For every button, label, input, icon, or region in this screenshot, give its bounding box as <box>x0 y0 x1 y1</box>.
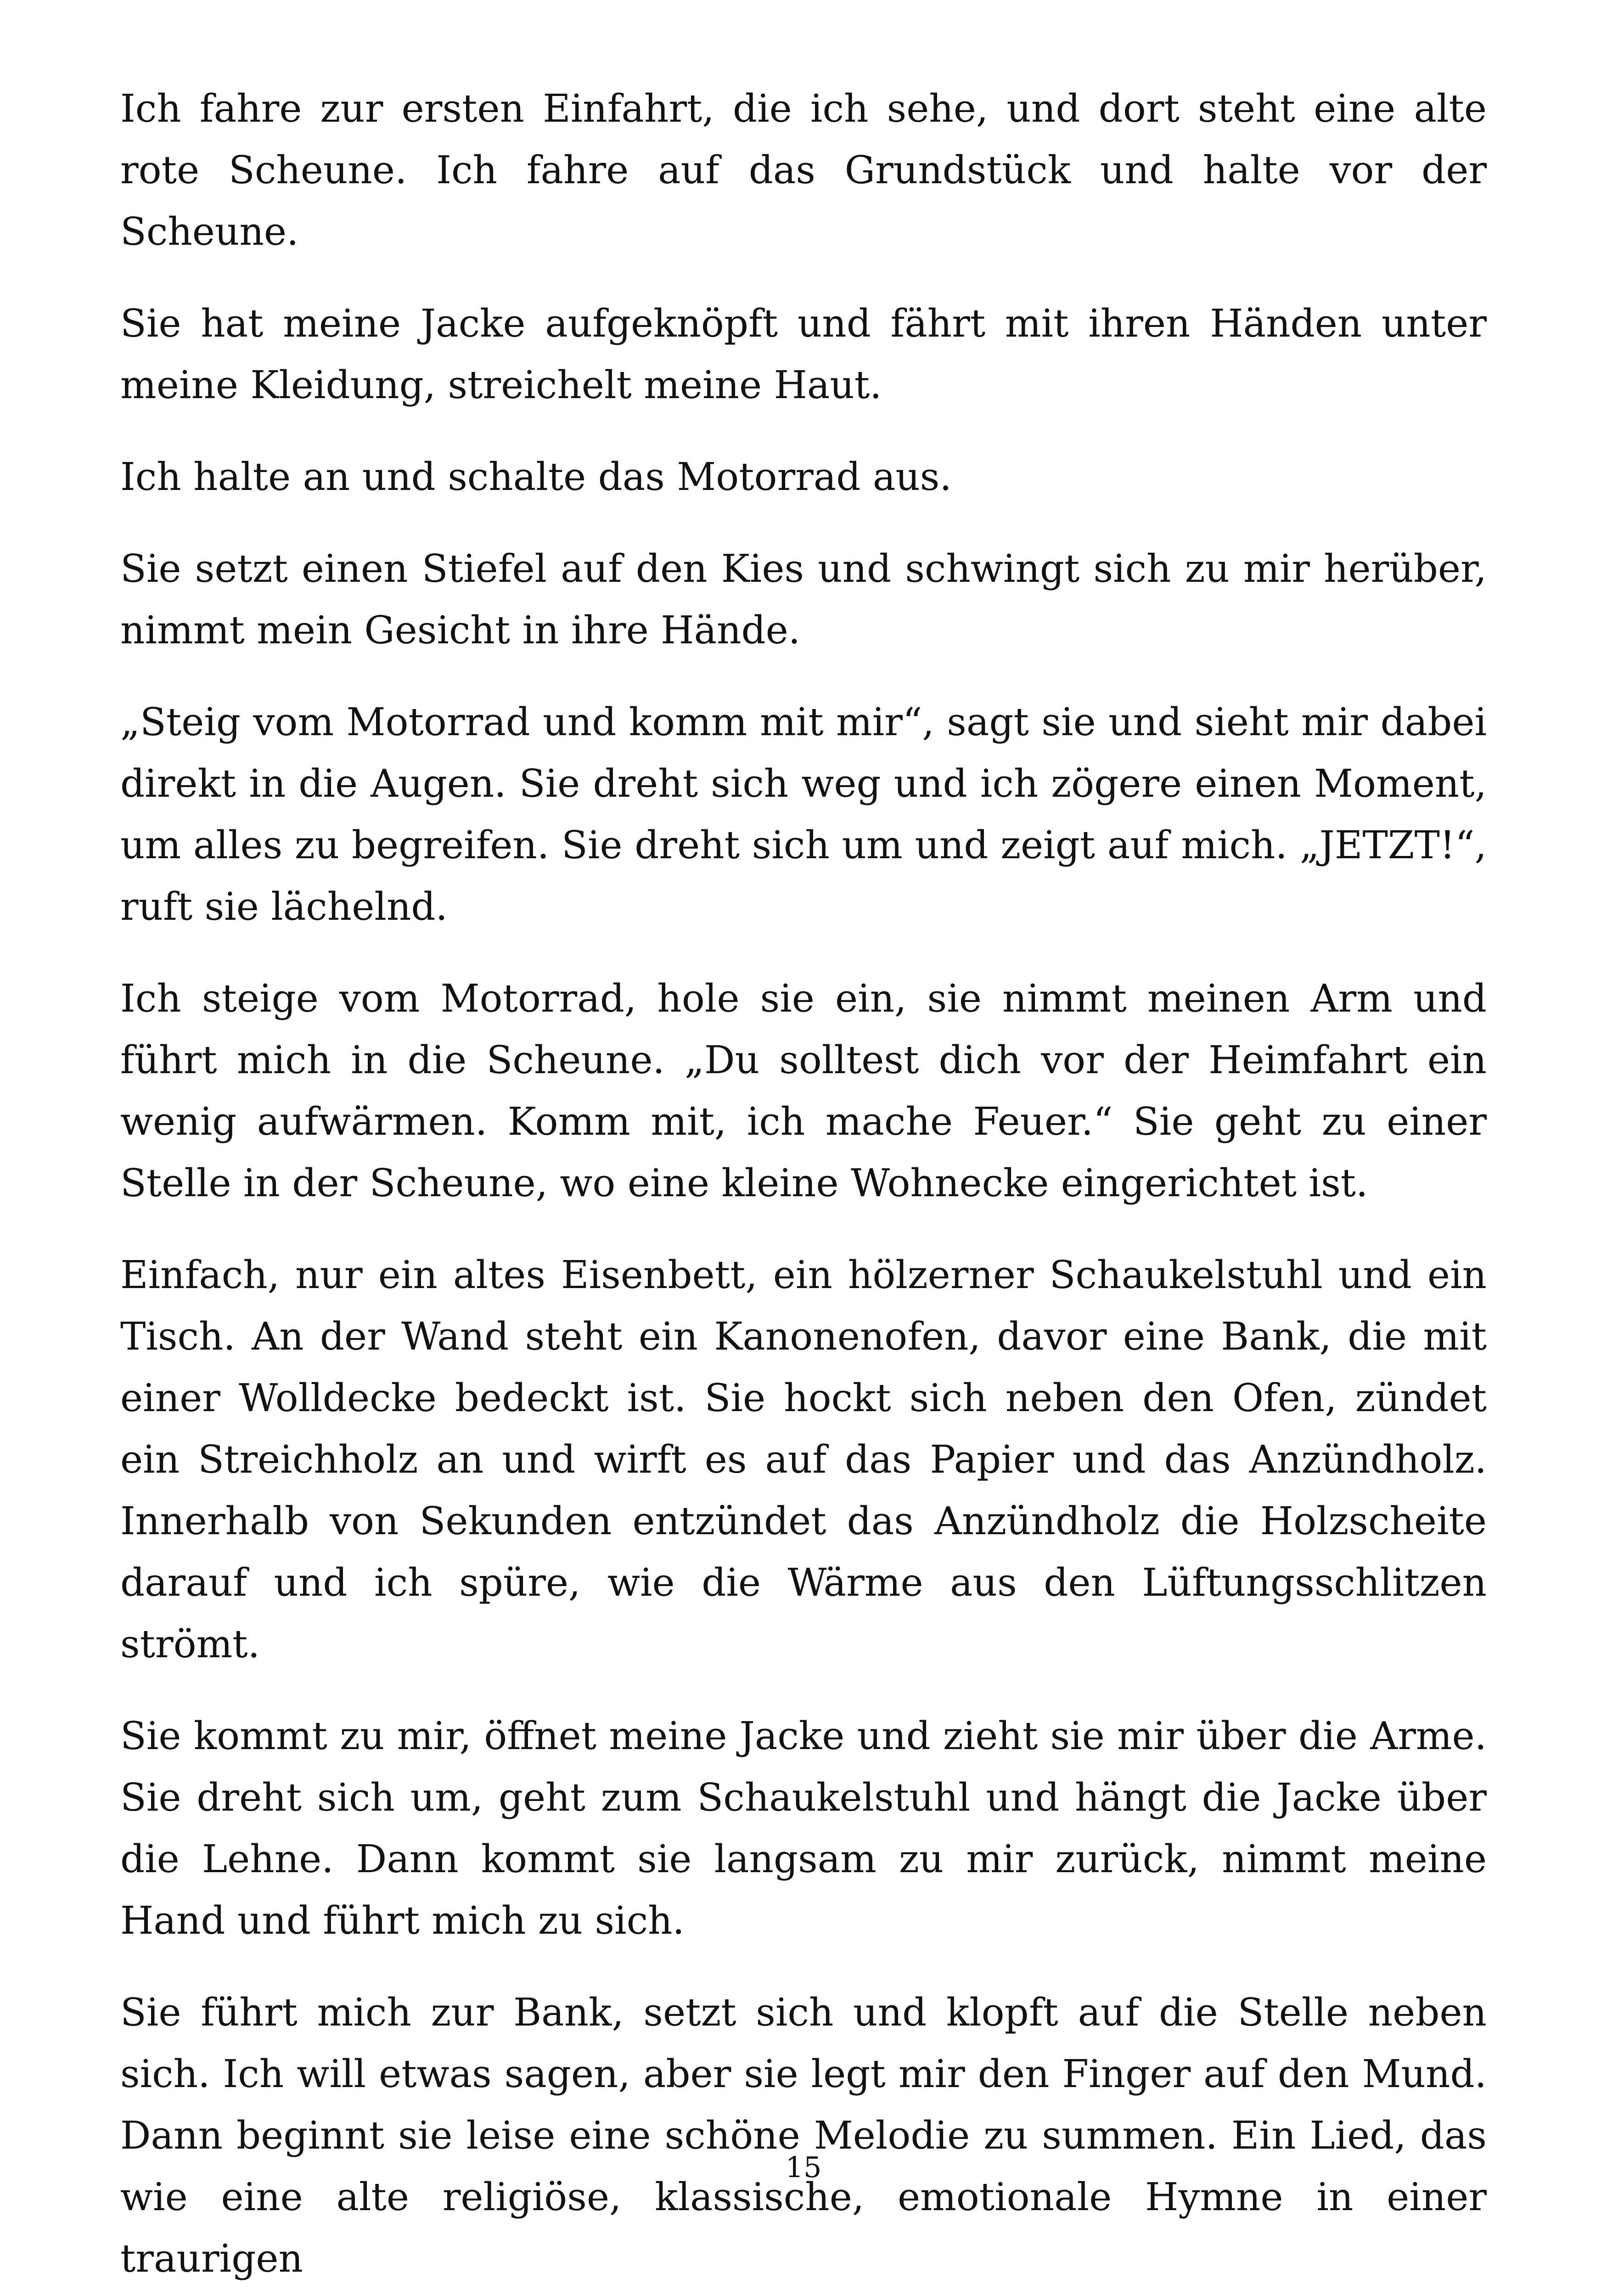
paragraph-1: Ich fahre zur ersten Einfahrt, die ich sehe, und dort steht eine alte rote Scheune. Ich fahre auf das Grundstück und halte vor der Scheune. <box>120 86 1487 254</box>
body-text <box>120 78 1487 2296</box>
page-number: 15 <box>785 2150 822 2184</box>
paragraph-9: Sie führt mich zur Bank, setzt sich und klopft auf die Stelle neben sich. Ich will etwas sagen, aber sie legt mir den Finger auf den Mund. Dann beginnt sie leise eine schöne Melodie zu summen. Ein Lied, das wie eine alte religiöse, klassische, emotionale Hymne in einer traurigen <box>120 1990 1487 2281</box>
paragraph-6: Ich steige vom Motorrad, hole sie ein, sie nimmt meinen Arm und führt mich in die Scheune. „Du solltest dich vor der Heimfahrt ein wenig aufwärmen. Komm mit, ich mache Feuer.“ Sie geht zu einer Stelle in der Scheune, wo eine kleine Wohnecke eingerichtet ist. <box>120 976 1487 1205</box>
paragraph-4: Sie setzt einen Stiefel auf den Kies und schwingt sich zu mir herüber, nimmt mein Gesicht in ihre Hände. <box>120 546 1487 653</box>
paragraph-2: Sie hat meine Jacke aufgeknöpft und fährt mit ihren Händen unter meine Kleidung, streichelt meine Haut. <box>120 301 1487 407</box>
paragraph-7: Einfach, nur ein altes Eisenbett, ein hölzerner Schaukelstuhl und ein Tisch. An der Wand steht ein Kanonenofen, davor eine Bank, die mit einer Wolldecke bedeckt ist. Sie hockt sich neben den Ofen, zündet ein Streichholz an und wirft es auf das Papier und das Anzündholz. Innerhalb von Sekunden entzündet das Anzündholz die Holzscheite darauf und ich spüre, wie die Wärme aus den Lüftungsschlitzen strömt. <box>120 1253 1487 1666</box>
paragraph-3: Ich halte an und schalte das Motorrad aus. <box>120 455 952 499</box>
paragraph-5: „Steig vom Motorrad und komm mit mir“, sagt sie und sieht mir dabei direkt in die Augen. Sie dreht sich weg und ich zögere einen Moment, um alles zu begreifen. Sie dreht sich um und zeigt auf mich. „JETZT!“, ruft sie lächelnd. <box>120 700 1487 929</box>
paragraph-8: Sie kommt zu mir, öffnet meine Jacke und zieht sie mir über die Arme. Sie dreht sich um, geht zum Schaukelstuhl und hängt die Jacke über die Lehne. Dann kommt sie langsam zu mir zurück, nimmt meine Hand und führt mich zu sich. <box>120 1714 1487 1943</box>
